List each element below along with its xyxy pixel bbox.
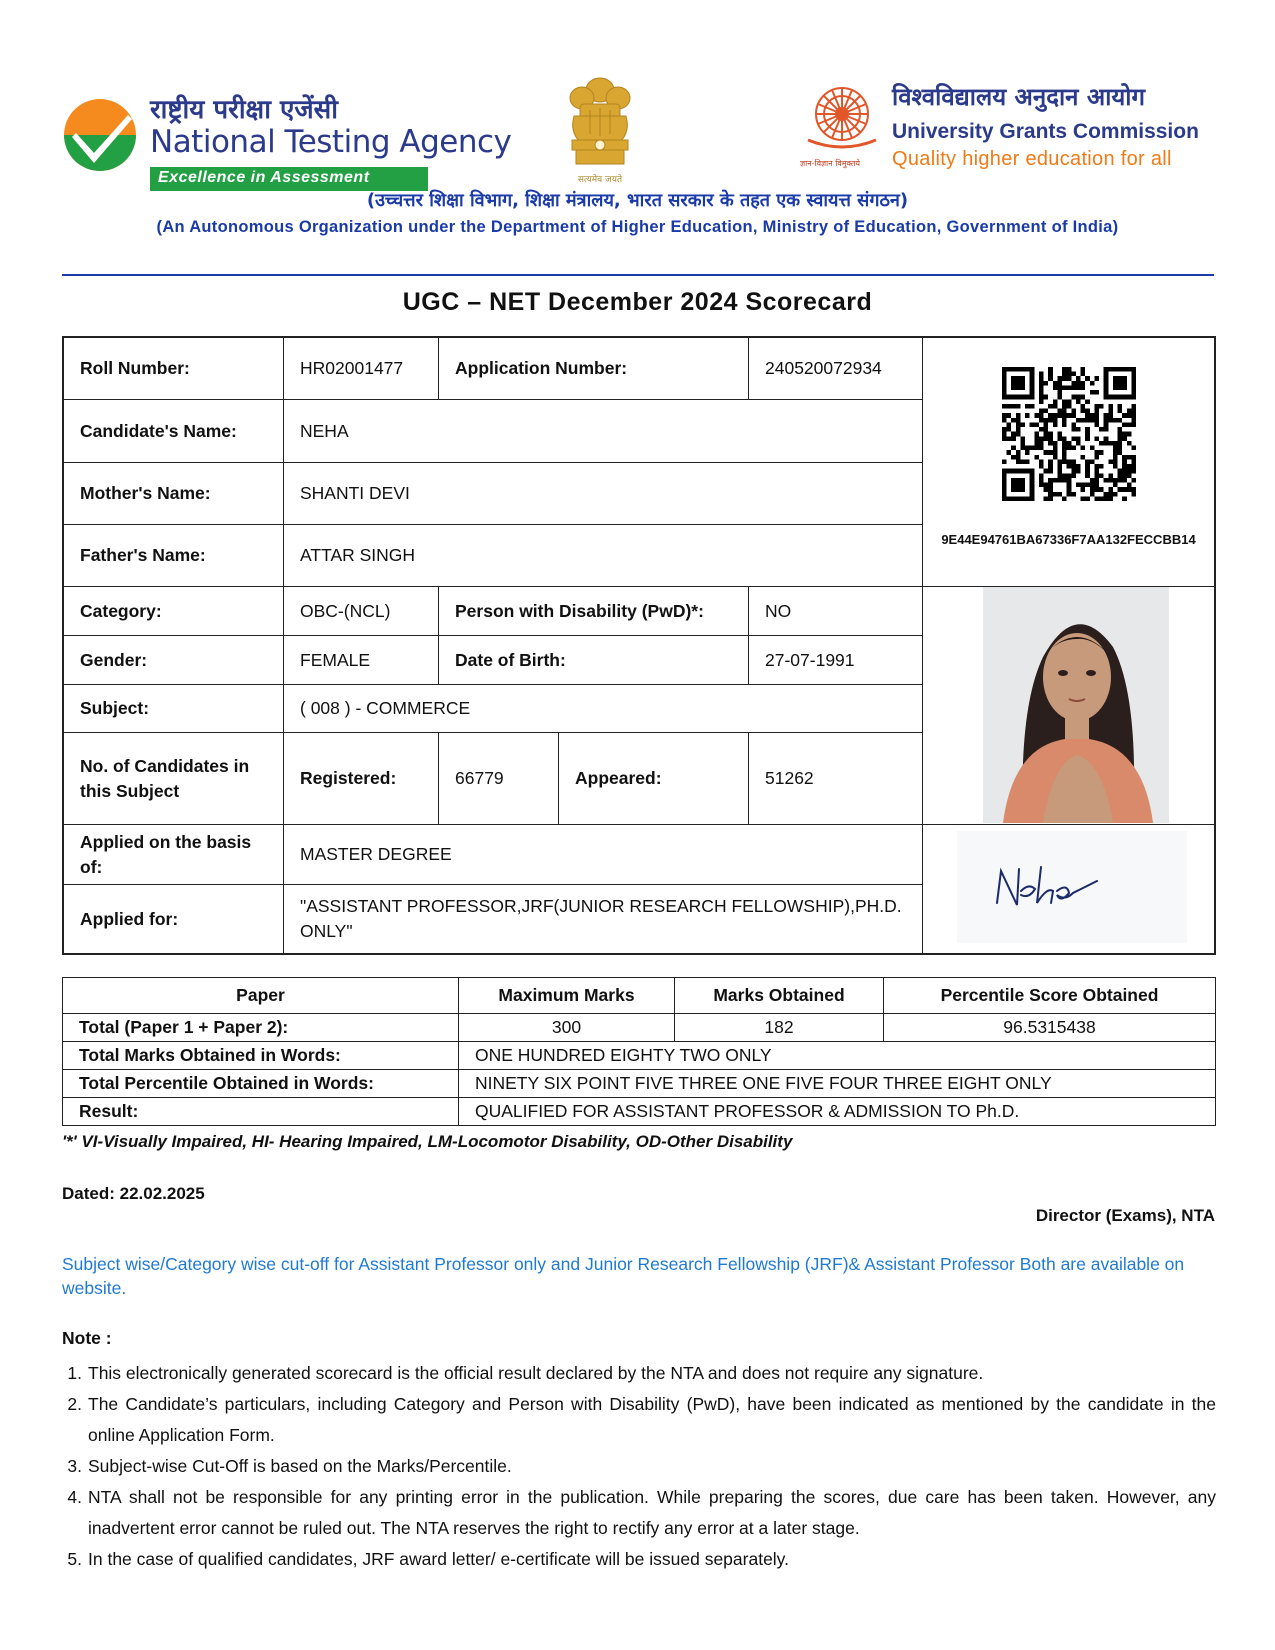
candidate-name-label: Candidate's Name: [64,400,284,463]
subject-value: ( 008 ) - COMMERCE [284,685,923,733]
father-name-label: Father's Name: [64,525,284,587]
ugc-chakra-icon [802,78,882,158]
marks-obtained-value: 182 [675,1014,884,1042]
category-label: Category: [64,587,284,636]
nta-logo [62,82,512,192]
basis-value: MASTER DEGREE [284,825,923,885]
category-value: OBC-(NCL) [284,587,439,636]
ugc-tagline: Quality higher education for all [892,148,1172,170]
candidates-count-label: No. of Candidates in this Subject [64,733,284,825]
director-signatory: Director (Exams), NTA [1035,1206,1215,1225]
subject-label: Subject: [64,685,284,733]
ugc-logo [800,78,1214,188]
nta-check-icon [62,97,138,173]
max-marks-value: 300 [459,1014,675,1042]
dated: Dated: 22.02.2025 [62,1184,205,1203]
result-row [63,1098,1216,1126]
gender-label: Gender: [64,636,284,685]
dob-label: Date of Birth: [439,636,749,685]
candidate-photo [983,587,1169,823]
ugc-motto: ज्ञान-विज्ञान विमुक्तये [800,159,861,168]
roll-number-value: HR02001477 [284,338,439,400]
ugc-name: University Grants Commission [892,120,1199,143]
page-title: UGC – NET December 2024 Scorecard [402,288,873,316]
marks-words-label: Total Marks Obtained in Words: [63,1042,459,1070]
col-max-marks: Maximum Marks [459,978,675,1014]
qr-code-block [923,338,1214,587]
pwd-value: NO [749,587,923,636]
nta-name: National Testing Agency [150,124,512,160]
nta-hindi-name: राष्ट्रीय परीक्षा एजेंसी [150,95,338,125]
percentile-value: 96.5315438 [884,1014,1216,1042]
application-number-label: Application Number: [439,338,749,400]
notes-list [62,1358,1216,1575]
nta-tagline: Excellence in Assessment [150,167,428,191]
note-item: 5. In the case of qualified candidates, JRF award letter/ e-certificate will be issued separately. [67,1549,789,1569]
father-name-value: ATTAR SINGH [284,525,923,587]
basis-label: Applied on the basis of: [64,825,284,885]
percentile-words-label: Total Percentile Obtained in Words: [63,1070,459,1098]
note-item: 2. The Candidate’s particulars, including Category and Person with Disability (PwD), have been indicated as mentioned by the candidate in the online Application Form. [67,1394,1216,1445]
signature-cell [923,825,1214,953]
subtitle-hindi: (उच्चत्तर शिक्षा विभाग, शिक्षा मंत्रालय, भारत सरकार के तहत एक स्वायत्त संगठन) [366,190,909,211]
applied-for-label: Applied for: [64,885,284,953]
qr-verification-code: 9E44E94761BA67336F7AA132FECCBB14 [941,532,1196,547]
emblem-motto: सत्यमेव जयते [577,175,623,185]
mother-name-value: SHANTI DEVI [284,463,923,525]
state-emblem [550,70,650,185]
note-heading: Note : [62,1328,112,1348]
total-row [63,1014,1216,1042]
candidate-details-table [62,336,1216,955]
result-label: Result: [63,1098,459,1126]
ugc-hindi-name: विश्वविद्यालय अनुदान आयोग [892,82,1146,111]
cutoff-notice: Subject wise/Category wise cut-off for Assistant Professor only and Junior Research Fellowship (JRF)& Assistant Professor Both are available on website. [62,1254,1185,1298]
header-divider [62,274,1214,276]
appeared-label: Appeared: [559,733,749,825]
roll-number-label: Roll Number: [64,338,284,400]
appeared-value: 51262 [749,733,923,825]
photo-cell [923,587,1214,825]
note-item: 4. NTA shall not be responsible for any printing error in the publication. While preparing the scores, due care has been taken. However, any inadvertent error cannot be ruled out. The NTA reserves the right to rectify any error at a later stage. [67,1487,1216,1538]
result-value: QUALIFIED FOR ASSISTANT PROFESSOR & ADMISSION TO Ph.D. [459,1098,1216,1126]
marks-words-row [63,1042,1216,1070]
subtitle-english: (An Autonomous Organization under the Department of Higher Education, Ministry of Education, Government of India) [156,218,1119,236]
header [62,70,1214,190]
registered-label: Registered: [284,733,439,825]
note-item: 1. This electronically generated scorecard is the official result declared by the NTA and does not require any signature. [67,1363,984,1383]
qr-code-icon [1002,364,1136,504]
mother-name-label: Mother's Name: [64,463,284,525]
note-item: 3. Subject-wise Cut-Off is based on the Marks/Percentile. [67,1456,512,1476]
signature-text: Neha [957,831,960,832]
col-paper: Paper [63,978,459,1014]
marks-header-row [63,978,1216,1014]
applied-for-value: "ASSISTANT PROFESSOR,JRF(JUNIOR RESEARCH FELLOWSHIP),PH.D. ONLY" [284,885,923,953]
candidate-name-value: NEHA [284,400,923,463]
col-marks-obtained: Marks Obtained [675,978,884,1014]
dob-value: 27-07-1991 [749,636,923,685]
marks-table [62,977,1216,1126]
marks-words-value: ONE HUNDRED EIGHTY TWO ONLY [459,1042,1216,1070]
percentile-words-row [63,1070,1216,1098]
total-label: Total (Paper 1 + Paper 2): [63,1014,459,1042]
candidate-signature [957,831,1187,943]
registered-value: 66779 [439,733,559,825]
lion-capital-icon [550,70,650,170]
gender-value: FEMALE [284,636,439,685]
pwd-label: Person with Disability (PwD)*: [439,587,749,636]
col-percentile: Percentile Score Obtained [884,978,1216,1014]
percentile-words-value: NINETY SIX POINT FIVE THREE ONE FIVE FOUR THREE EIGHT ONLY [459,1070,1216,1098]
application-number-value: 240520072934 [749,338,923,400]
disability-footnote: '*' VI-Visually Impaired, HI- Hearing Impaired, LM-Locomotor Disability, OD-Other Disability [62,1132,793,1151]
